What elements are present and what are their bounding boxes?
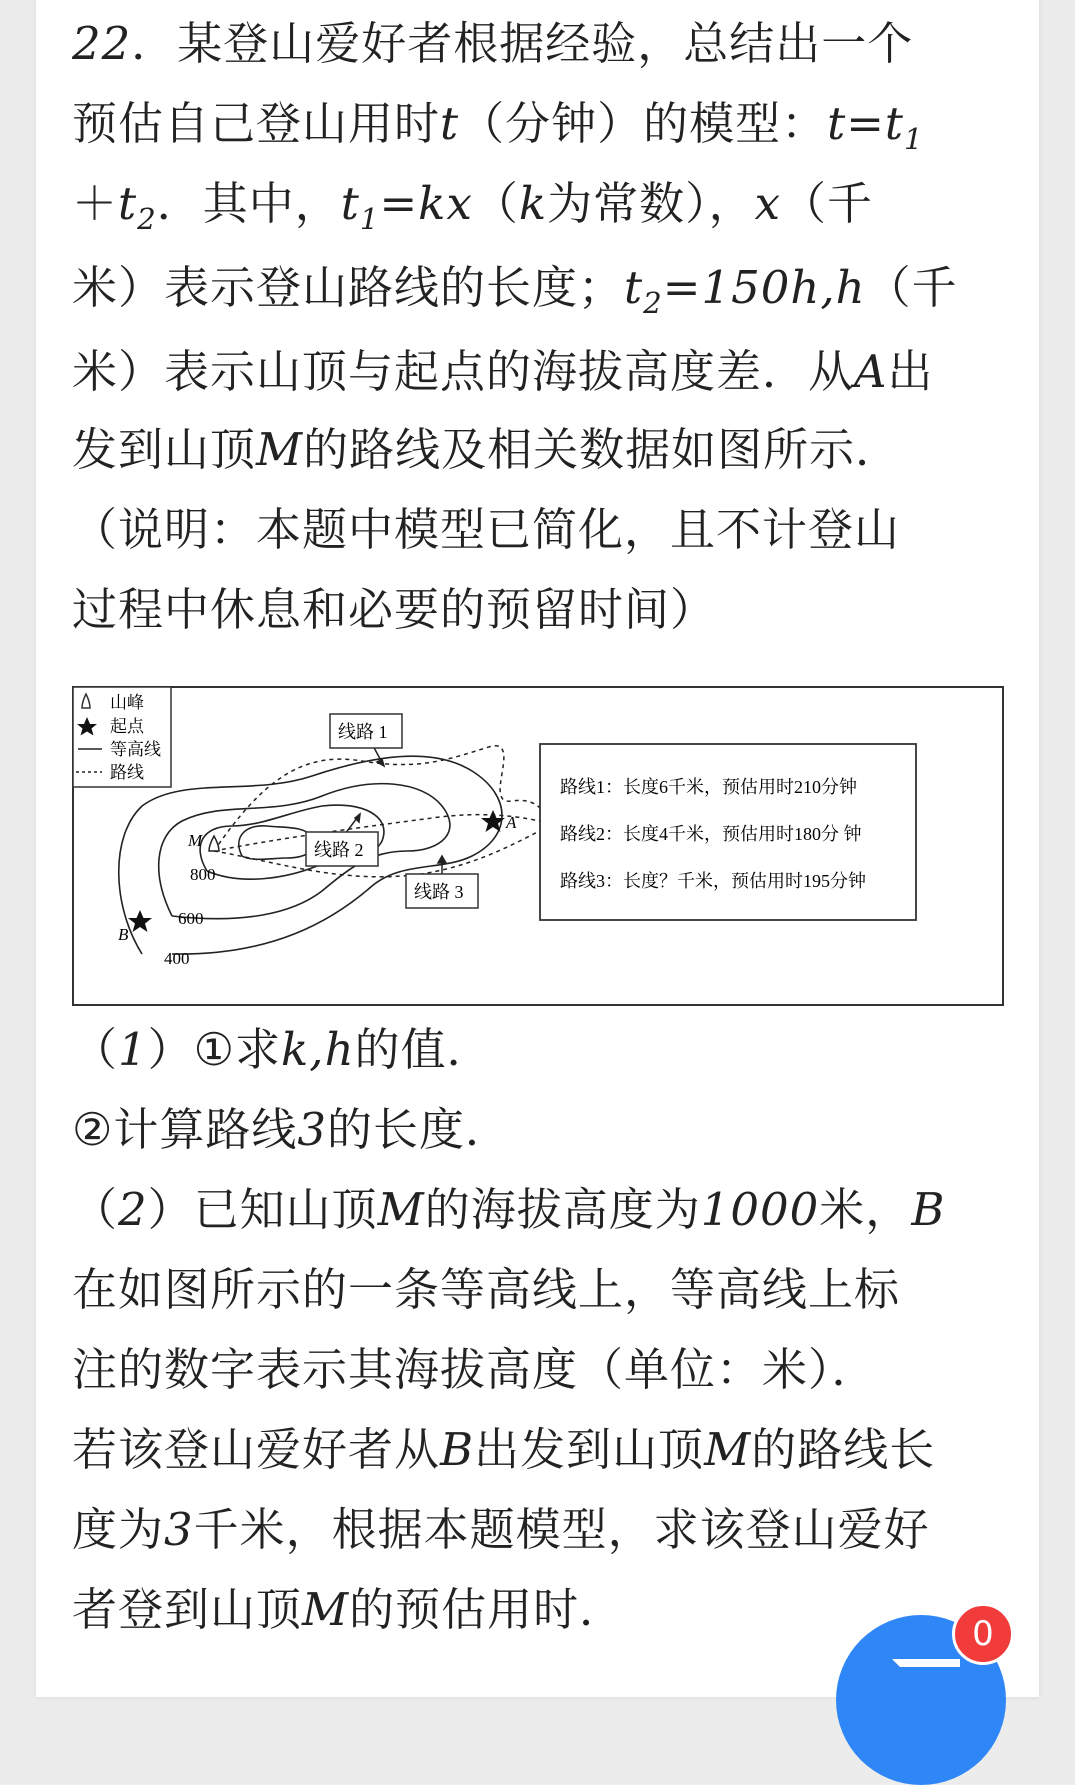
- problem-line-4: 米）表示登山路线的长度；$t_2=150h,h$（千: [72, 261, 958, 320]
- point-m-label: M: [188, 831, 203, 850]
- route-info-2: 路线2：长度4千米，预估用时180分 钟: [560, 824, 862, 844]
- route-info-3: 路线3：长度？千米，预估用时195分钟: [560, 871, 866, 891]
- problem-line-5: 米）表示山顶与起点的海拔高度差．从A出: [72, 345, 934, 398]
- legend-route-label: 路线: [110, 763, 144, 782]
- legend-peak-label: 山峰: [110, 693, 144, 712]
- route-info-1: 路线1：长度6千米，预估用时210分钟: [560, 777, 857, 797]
- question-2-line-1: （2）已知山顶M的海拔高度为1000米，B: [72, 1183, 946, 1236]
- question-1: （1）①求k,h的值．: [72, 1023, 493, 1076]
- question-2-line-6: 者登到山顶M的预估用时．: [72, 1583, 626, 1636]
- problem-line-6: 发到山顶M的路线及相关数据如图所示．: [72, 423, 902, 476]
- point-a-label: A: [506, 813, 517, 832]
- point-b-label: B: [118, 925, 129, 944]
- problem-line-2: 预估自己登山用时t（分钟）的模型：$t=t_1$: [72, 97, 924, 156]
- legend-start-label: 起点: [110, 717, 144, 736]
- problem-line-1: 22．某登山爱好者根据经验，总结出一个: [72, 17, 914, 70]
- contour-400-label: 400: [164, 949, 190, 968]
- problem-line-7: （说明：本题中模型已简化，且不计登山: [72, 503, 901, 556]
- question-2-line-5: 度为3千米，根据本题模型，求该登山爱好: [72, 1503, 930, 1556]
- legend-contour-label: 等高线: [110, 740, 161, 759]
- route-figure: [72, 686, 1004, 1006]
- route-1-label: 线路 1: [338, 722, 388, 742]
- question-2-line-2: 在如图所示的一条等高线上，等高线上标: [72, 1263, 901, 1316]
- share-icon: [892, 1659, 960, 1707]
- legend: [73, 687, 171, 787]
- question-2-line-3: 注的数字表示其海拔高度（单位：米）．: [72, 1343, 878, 1396]
- route-2-label: 线路 2: [314, 840, 364, 860]
- problem-line-3: $+t_2$．其中，$t_1=kx(k$为常数），x（千: [72, 177, 874, 236]
- question-2-line-4: 若该登山爱好者从B出发到山顶M的路线长: [72, 1423, 936, 1476]
- contour-600-label: 600: [178, 909, 204, 928]
- question-1-part-2: ②计算路线3的长度．: [72, 1103, 511, 1156]
- problem-line-8: 过程中休息和必要的预留时间）: [72, 583, 717, 636]
- contour-800-label: 800: [190, 865, 216, 884]
- route-3-label: 线路 3: [414, 882, 464, 902]
- notification-badge: 0: [952, 1603, 1014, 1665]
